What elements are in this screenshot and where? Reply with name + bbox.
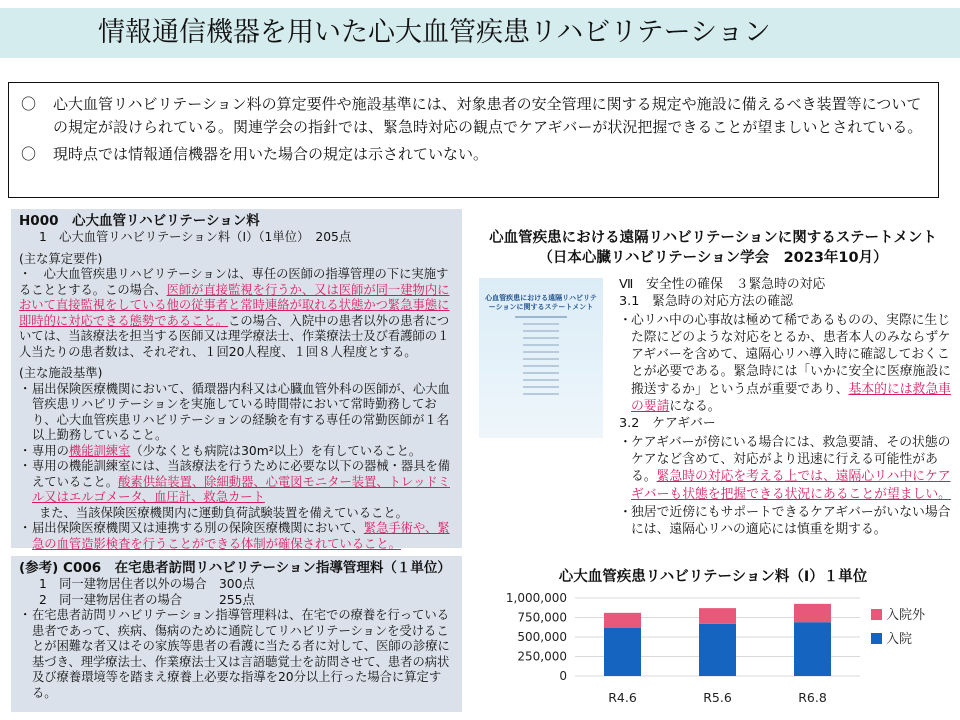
facility-bullet: ・ 専用の機能訓練室には、当該療法を行うために必要な以下の器械・器具を備えていること。酸素供給装置、除細動器、心電図モニター装置、トレッドミル又はエルゴメータ、血圧計、救急カート: [19, 459, 451, 504]
training-room-note: 機能訓練室: [68, 443, 131, 458]
statement-bullet: ・ ケアギバーが傍にいる場合には、救急要請、その状態のケアなど含めて、対応がより迅速に行える可能性がある。緊急時の対応を考える上では、遠隔心リハ中にケアギバーも状態を把握できる状況にあることが望ましい。: [619, 434, 951, 502]
bar-segment: [604, 628, 641, 676]
c006-fee-2: 2 同一建物居住者の場合 255点: [39, 592, 255, 607]
x-tick-label: R6.8: [798, 690, 827, 705]
legend-label: 入院外: [886, 608, 926, 623]
bar-segment: [699, 624, 736, 676]
h000-title: H000 心大血管リハビリテーション料: [19, 213, 260, 229]
statement-title: 心血管疾患における遠隔リハビリテーションに関するステートメント （日本心臓リハビリテーション学会 2023年10月）: [489, 230, 937, 266]
x-tick-label: R5.6: [703, 690, 732, 705]
statement-excerpt: [619, 276, 957, 538]
c006-text: ・ 在宅患者訪問リハビリテーション指導管理料は、在宅での療養を行っている患者であって、疾病、傷病のために通院してリハビリテーションを受けることが困難な者又はその家族等患者の看護に当たる者に対して、医師の診療に基づき、理学療法士、作業療法士又は言語聴覚士を訪問させて、患者の病状及び療養環境等を踏まえ療養上必要な指導を20分以上行った場合に算定する。: [19, 608, 450, 700]
statement-subsection-32: 3.2 ケアギバー: [619, 416, 716, 432]
c006-panel: [11, 556, 462, 712]
legend-label: 入院: [886, 632, 913, 647]
statement-bullet: ・ 心リハ中の心事故は極めて稀であるものの、実際に生じた際にどのような対応をとるか、患者本人のみならずケアギバーを含めて、遠隔心リハ導入時に確認しておくことが必要である。緊急時には「いかに安全に医療施設に搬送するか」という点が重要であり、基本的には救急車の要請になる。: [619, 312, 951, 415]
x-tick-label: R4.6: [608, 690, 637, 705]
page-title: 情報通信機器を用いた心大血管疾患リハビリテーション: [98, 17, 771, 48]
y-tick-label: 250,000: [517, 649, 567, 664]
direct-supervision-note: 医師が直接監視を行うか、又は医師が同一建物内において直接監視をしている他の従事者と常時連絡が取れる状態かつ緊急事態に即時的に対応できる態勢であること。: [19, 282, 450, 328]
requirements-heading: (主な算定要件): [19, 251, 103, 266]
y-tick-label: 1,000,000: [505, 591, 567, 605]
summary-box: [8, 82, 939, 198]
h000-fee: 1 心大血管リハビリテーション料（Ⅰ）（1単位） 205点: [39, 230, 352, 244]
requirements-text: ・ 心大血管疾患リハビリテーションは、専任の医師の指導管理の下に実施することとする。この場合、医師が直接監視を行うか、又は医師が同一建物内において直接監視をしている他の従事者と常時連絡が取れる状態かつ緊急事態に即時的に対応できる態勢であること。この場合、入院中の患者以外の患者については、当該療法を担当する医師又は理学療法士、作業療法士及び看護師の１人当たりの患者数は、それぞれ、１回20人程度、１回８人程度とする。: [19, 267, 450, 359]
statement-subsection-31: 3.1 緊急時の対応方法の確認: [619, 294, 793, 310]
chart-title: 心大血管疾患リハビリテーション料（Ⅰ）１単位: [558, 569, 868, 585]
statement-section: Ⅶ 安全性の確保 ３緊急時の対応: [619, 277, 826, 292]
legend-swatch: [871, 633, 882, 644]
bar-segment: [794, 604, 831, 622]
legend-swatch: [871, 609, 882, 620]
equipment-note: 酸素供給装置、除細動器、心電図モニター装置、トレッドミル又はエルゴメータ、血圧計、救急カート: [32, 474, 450, 504]
summary-text: 心大血管リハビリテーション料の算定要件や施設基準には、対象患者の安全管理に関する規定や施設に備えるべき装置等についての規定が設けられている。関連学会の指針では、緊急時対応の観点でケアギバーが状況把握できることが望ましいとされている。: [53, 95, 923, 136]
bar-segment: [699, 608, 736, 624]
facility-text: また、当該保険医療機関内に運動負荷試験装置を備えていること。: [39, 505, 408, 520]
c006-title: (参考) C006 在宅患者訪問リハビリテーション指導管理料（１単位）: [19, 560, 451, 576]
caregiver-note: 緊急時の対応を考える上では、遠隔心リハ中にケアギバーも状態を把握できる状況にあることが望ましい。: [631, 469, 951, 502]
circle-bullet-icon: 〇: [21, 95, 37, 113]
circle-bullet-icon: 〇: [21, 145, 37, 163]
statement-cover-image: [479, 278, 603, 438]
facility-heading: (主な施設基準): [19, 366, 103, 380]
emergency-system-note: 緊急手術や、緊急の血管造影検査を行うことができる体制が確保されていること。: [32, 521, 450, 551]
y-tick-label: 500,000: [517, 630, 567, 644]
bar-segment: [794, 622, 831, 676]
c006-fee-1: 1 同一建物居住者以外の場合 300点: [39, 577, 255, 591]
summary-text: 現時点では情報通信機器を用いた場合の規定は示されていない。: [53, 145, 489, 163]
y-tick-label: 0: [559, 669, 567, 683]
bar-segment: [604, 613, 641, 628]
summary-item: [21, 93, 924, 139]
cover-title: 心血管疾患における遠隔リハビリテーションに関するステートメント: [485, 294, 597, 311]
statement-bullet: ・ 独居で近傍にもサポートできるケアギバーがいない場合には、遠隔心リハの適応には慎重を期する。: [619, 504, 951, 538]
y-tick-label: 750,000: [517, 610, 567, 625]
facility-bullet: ・ 届出保険医療機関において、循環器内科又は心臓血管外科の医師が、心大血管疾患リハビリテーションを実施している時間帯において常時勤務しており、心大血管疾患リハビリテーションの経験を有する専任の常勤医師が１名以上勤務していること。: [19, 381, 450, 442]
ambulance-note: 基本的には救急車の要請: [631, 381, 951, 415]
facility-bullet: ・ 専用の機能訓練室（少なくとも病院は30m²以上）を有していること。: [19, 443, 422, 458]
facility-bullet: ・ 届出保険医療機関又は連携する別の保険医療機関において、緊急手術や、緊急の血管造影検査を行うことができる体制が確保されていること。: [19, 521, 450, 551]
summary-item: [21, 143, 924, 166]
stacked-bar-chart: [470, 588, 956, 716]
h000-panel: [11, 209, 462, 551]
title-bar: [0, 8, 960, 58]
